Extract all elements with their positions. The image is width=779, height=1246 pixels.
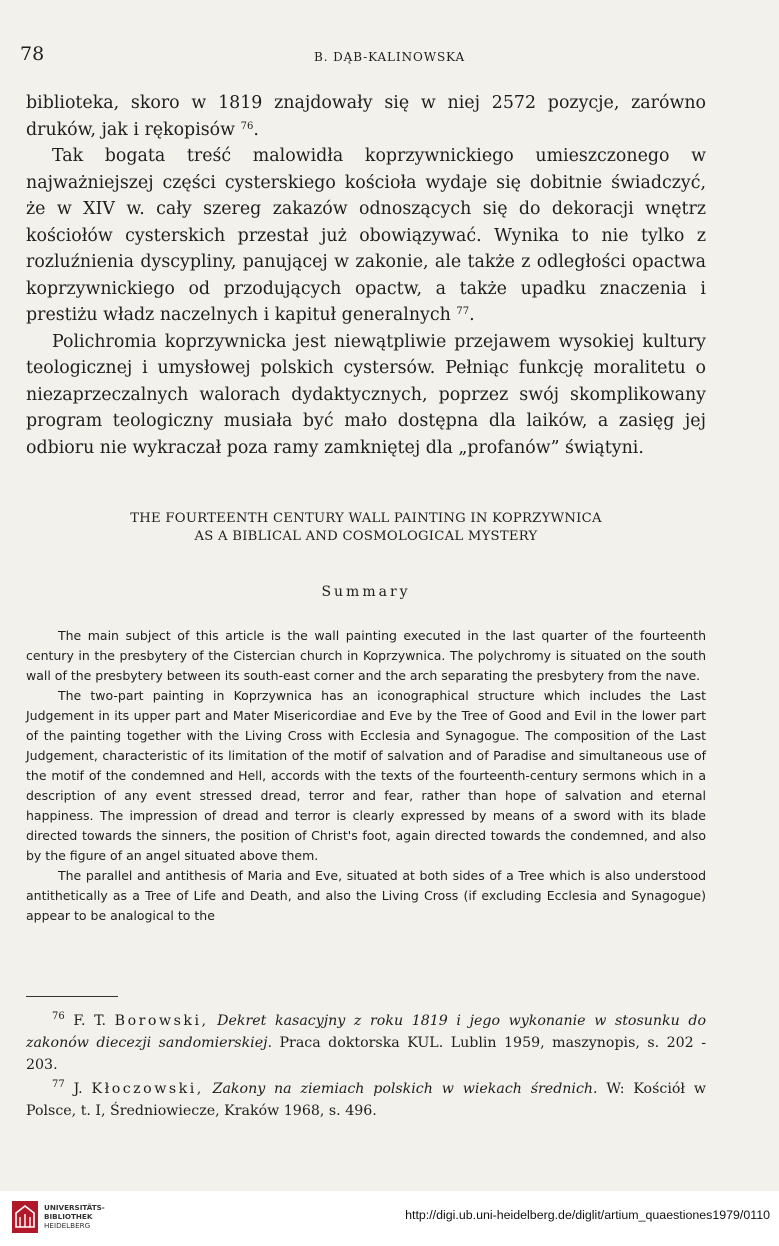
footnotes xyxy=(26,1010,706,1124)
summary-body xyxy=(26,626,706,926)
summary-paragraph-3: The parallel and antithesis of Maria and Eve, situated at both sides of a Tree which is also understood antithetically as a Tree of Life and Death, and also the Living Cross (if excluding Ecclesia and Synagogue) appear to be analogical to the xyxy=(26,868,706,923)
source-url-link[interactable]: http://digi.ub.uni-heidelberg.de/diglit/artium_quaestiones1979/0110 xyxy=(405,1208,770,1222)
page-number: 78 xyxy=(20,43,45,65)
paragraph-2: Tak bogata treść malowidła koprzywnickiego umieszczonego w najważniejszej części cysterskiego kościoła wydaje się dobitnie świadczyć, że w XIV w. cały szereg zakazów odnoszących się do dekoracji wnętrz kościołów cysterskich przestał już obowiązywać. Wynika to nie tylko z rozluźnienia dyscypliny, panującej w zakonie, ale także z odległości opactwa koprzywnickiego od przodujących opactw, a także upadku znaczenia i prestiżu władz naczelnych i kapituł generalnych $^{77}$. xyxy=(26,146,706,325)
polish-body-text xyxy=(26,90,706,461)
footnote-ref-77: 77 xyxy=(456,306,470,317)
paragraph-3: Polichromia koprzywnicka jest niewątpliwie przejawem wysokiej kultury teologicznej i umysłowej polskich cystersów. Pełniąc funkcję moralitetu o niezaprzeczalnych walorach dydaktycznych, poprzez swój skomplikowany program teologiczny musiała być mało dostępna dla laików, a zasięg jej odbioru nie wykraczał poza ramy zamkniętej dla „profanów” świątyni. xyxy=(26,331,706,458)
footnote-77: $^{77}$ J. Kłoczowski, Zakony na ziemiach polskich w wiekach średnich. W: Kościół w Polsce, t. I, Średniowiecze, Kraków 1968, s. 496. xyxy=(26,1079,706,1119)
university-library-logo-icon[interactable] xyxy=(12,1201,38,1233)
paragraph-1: biblioteka, skoro w 1819 znajdowały się w niej 2572 pozycje, zarówno druków, jak i rękopisów $^{76}$. xyxy=(26,93,706,140)
footnote-ref-76: 76 xyxy=(240,120,254,132)
summary-label: Summary xyxy=(321,584,411,600)
summary-title: THE FOURTEENTH CENTURY WALL PAINTING IN KOPRZYWNICA AS A BIBLICAL AND COSMOLOGICAL MYSTERY xyxy=(130,511,602,544)
running-head: B. DĄB-KALINOWSKA xyxy=(313,50,466,64)
footnote-76: $^{76}$ F. T. Borowski, Dekret kasacyjny z roku 1819 i jego wykonanie w stosunku do zakonów diecezji sandomierskiej. Praca doktorska KUL. Lublin 1959, maszynopis, s. 202 - 203. xyxy=(26,1011,707,1073)
summary-paragraph-1: The main subject of this article is the wall painting executed in the last quarter of the fourteenth century in the presbytery of the Cistercian church in Koprzywnica. The polychromy is situated on the south wall of the presbytery between its south-east corner and the arch separating the presbytery from the nave. xyxy=(26,628,706,683)
library-name: UNIVERSITÄTS- BIBLIOTHEK HEIDELBERG xyxy=(44,1203,105,1230)
footnote-divider xyxy=(26,996,118,997)
summary-paragraph-2: The two-part painting in Koprzywnica has an iconographical structure which includes the Last Judgement in its upper part and Mater Misericordiae and Eve by the Tree of Good and Evil in the lower part of the painting together with the Living Cross with Ecclesia and Synagogue. The composition of the Last Judgement, characteristic of its limitation of the motif of salvation and of Paradise and simultaneous use of the motif of the condemned and Hell, accords with the texts of the fourteenth-century sermons which in a description of any event stressed dread, terror and fear, rather than hope of salvation and eternal happiness. The impression of dread and terror is clearly expressed by means of a sword with its blade directed towards the sinners, the position of Christ's foot, again directed towards the condemned, and also by the figure of an angel situated above them. xyxy=(26,688,706,863)
footer-bar xyxy=(0,1191,779,1246)
